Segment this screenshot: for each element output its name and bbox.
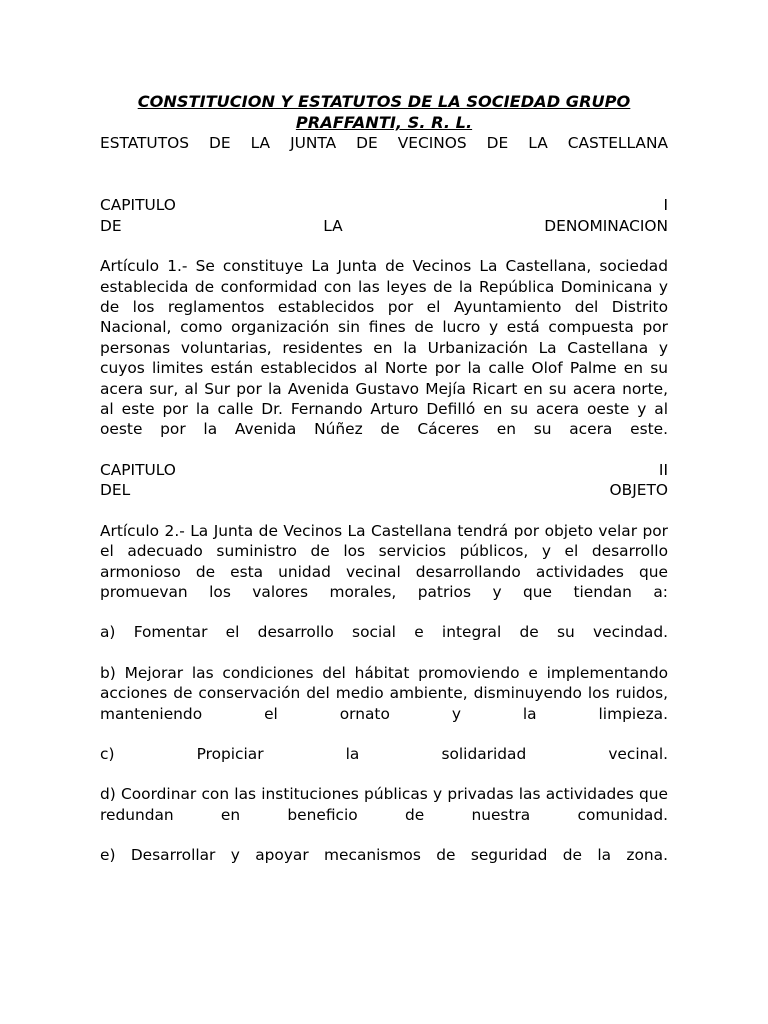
document-subtitle: ESTATUTOS DE LA JUNTA DE VECINOS DE LA CASTELLANA: [100, 134, 668, 152]
spacer: [100, 236, 668, 256]
spacer: [100, 825, 668, 845]
document-page: [100, 91, 668, 866]
document-title-line1: CONSTITUCION Y ESTATUTOS DE LA SOCIEDAD GRUPO: [137, 92, 631, 111]
chapter1-heading: CAPITULO I: [100, 196, 668, 215]
spacer: [100, 440, 668, 460]
spacer: [100, 501, 668, 521]
list-item-d: d) Coordinar con las instituciones públicas y privadas las actividades que redundan en beneficio de nuestra comunidad.: [100, 785, 668, 824]
spacer: [100, 724, 668, 744]
chapter2-name: DEL OBJETO: [100, 481, 668, 500]
chapter2-heading: CAPITULO II: [100, 460, 668, 479]
list-item-e: e) Desarrollar y apoyar mecanismos de seguridad de la zona.: [100, 846, 668, 865]
article1-paragraph: Artículo 1.- Se constituye La Junta de Vecinos La Castellana, sociedad establecida de conformidad con las leyes de la República Dominicana y de los reglamentos establecidos por el Ayuntamiento del Distrito Nacional, como organización sin fines de lucro y está compuesta por personas voluntarias, residentes en la Urbanización La Castellana y cuyos limites están establecidos al Norte por la calle Olof Palme en su acera sur, al Sur por la Avenida Gustavo Mejía Ricart en su acera norte, al este por la calle Dr. Fernando Arturo Defilló en su acera oeste y al oeste por la Avenida Núñez de Cáceres en su acera este.: [100, 257, 668, 439]
article2-paragraph: Artículo 2.- La Junta de Vecinos La Castellana tendrá por objeto velar por el adecuado suministro de los servicios públicos, y el desarrollo armonioso de esta unidad vecinal desarrollando actividades que promuevan los valores morales, patrios y que tiendan a:: [100, 521, 668, 601]
list-item-a: a) Fomentar el desarrollo social e integral de su vecindad.: [100, 623, 668, 642]
chapter1-name: DE LA DENOMINACION: [100, 216, 668, 235]
spacer: [100, 153, 668, 195]
spacer: [100, 602, 668, 622]
spacer: [100, 764, 668, 784]
list-item-b: b) Mejorar las condiciones del hábitat promoviendo e implementando acciones de conservación del medio ambiente, disminuyendo los ruidos, manteniendo el ornato y la limpieza.: [100, 663, 668, 723]
spacer: [100, 643, 668, 663]
document-title-line2: PRAFFANTI, S. R. L.: [295, 113, 473, 132]
list-item-c: c) Propiciar la solidaridad vecinal.: [100, 744, 668, 763]
